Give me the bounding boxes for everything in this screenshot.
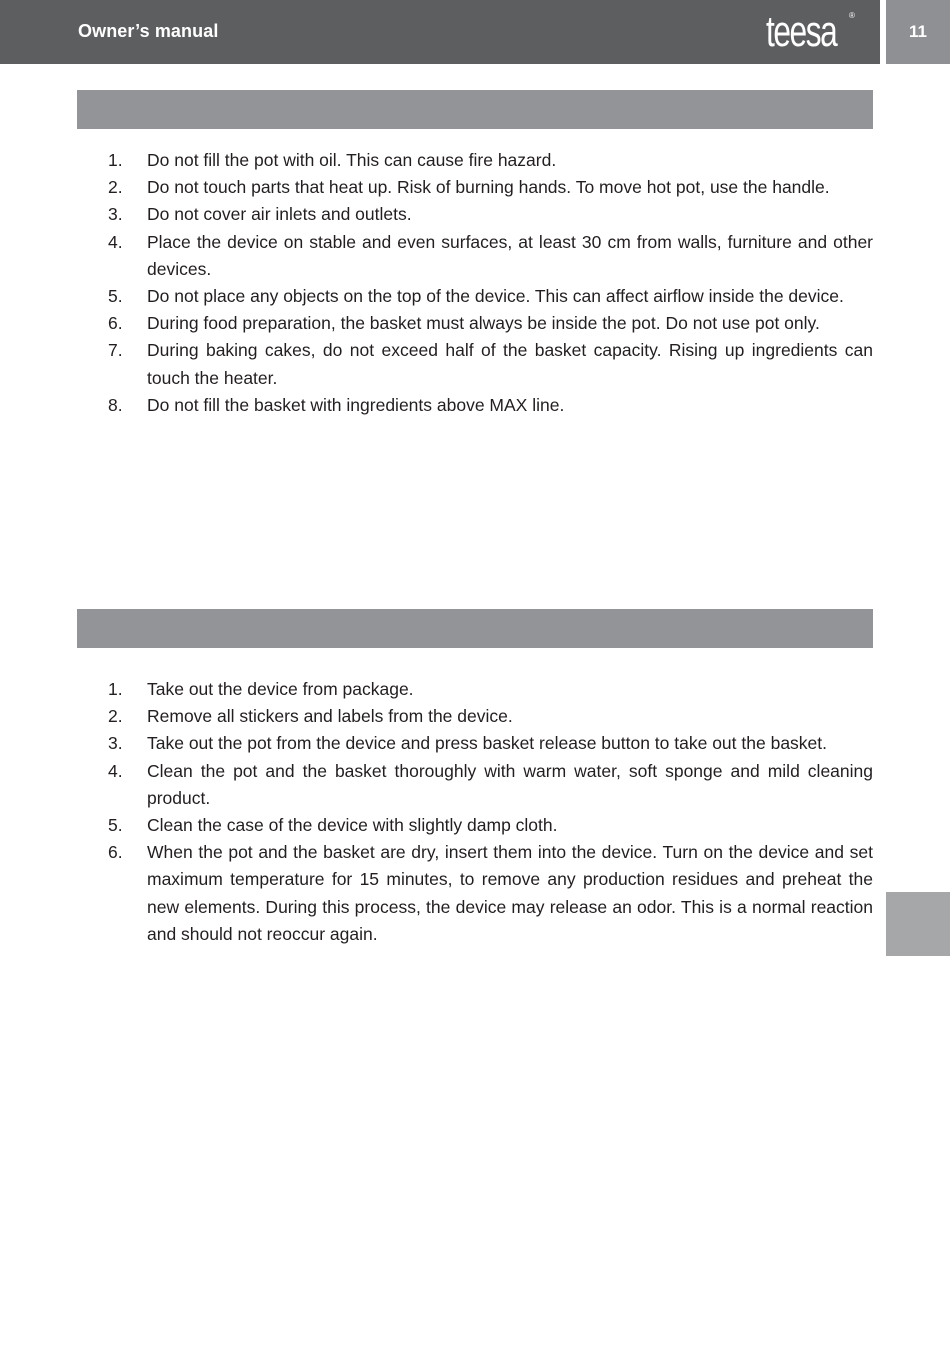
list-item (108, 703, 873, 730)
item-text: Place the device on stable and even surfaces, at least 30 cm from walls, furniture and other devices. (147, 231, 873, 279)
list-item (108, 310, 873, 337)
safety-instructions-list (108, 147, 873, 419)
list-item (108, 174, 873, 201)
item-text: Clean the case of the device with slightly damp cloth. (147, 815, 558, 836)
logo-wordmark: teesa (766, 7, 837, 56)
item-number: 6. (108, 842, 123, 863)
item-number: 1. (108, 679, 123, 699)
list-item (108, 283, 873, 310)
list-item (108, 839, 873, 948)
list-item (108, 147, 873, 174)
item-number: 3. (108, 733, 123, 754)
item-text: Clean the pot and the basket thoroughly with warm water, soft sponge and mild cleaning product. (147, 760, 873, 808)
item-text: During baking cakes, do not exceed half of the basket capacity. Rising up ingredients can touch the heater. (147, 340, 873, 388)
item-number: 7. (108, 340, 123, 361)
item-number: 4. (108, 231, 123, 252)
list-item (108, 812, 873, 839)
first-use-instructions-list (108, 676, 873, 948)
item-number: 5. (108, 286, 123, 307)
list-item (108, 758, 873, 812)
item-number: 2. (108, 177, 123, 198)
item-text: When the pot and the basket are dry, insert them into the device. Turn on the device and set maximum temperature for 15 minutes, to remove any production residues and preheat the new elements. During this process, the device may release an odor. This is a normal reaction and should not reoccur again. (147, 842, 873, 944)
teesa-logo (766, 8, 858, 58)
item-text: Do not fill the basket with ingredients above MAX line. (147, 394, 565, 415)
list-item (108, 730, 873, 757)
item-number: 8. (108, 394, 123, 415)
list-item (108, 229, 873, 283)
item-text: Do not place any objects on the top of the device. This can affect airflow inside the device. (147, 286, 844, 307)
section-header-bar (77, 90, 873, 129)
item-number: 3. (108, 204, 123, 225)
item-text: During food preparation, the basket must always be inside the pot. Do not use pot only. (147, 313, 820, 334)
item-number: 4. (108, 760, 123, 781)
item-number: 5. (108, 815, 123, 836)
item-number: 1. (108, 150, 123, 170)
list-item (108, 676, 873, 703)
section-header-bar (77, 609, 873, 648)
item-text: Remove all stickers and labels from the device. (147, 706, 513, 727)
document-title: Owner’s manual (78, 21, 219, 41)
item-text: Do not touch parts that heat up. Risk of burning hands. To move hot pot, use the handle. (147, 177, 830, 198)
item-number: 6. (108, 313, 123, 334)
list-item (108, 337, 873, 391)
list-item (108, 201, 873, 228)
item-text: Take out the device from package. (147, 679, 414, 699)
item-text: Take out the pot from the device and press basket release button to take out the basket. (147, 733, 828, 754)
side-thumb-tab (886, 892, 950, 956)
item-text: Do not fill the pot with oil. This can cause fire hazard. (147, 150, 557, 170)
registered-mark: ® (849, 11, 855, 20)
list-item (108, 392, 873, 419)
item-text: Do not cover air inlets and outlets. (147, 204, 412, 225)
header-bar (0, 0, 880, 64)
item-number: 2. (108, 706, 123, 727)
page-number: 11 (886, 0, 950, 64)
